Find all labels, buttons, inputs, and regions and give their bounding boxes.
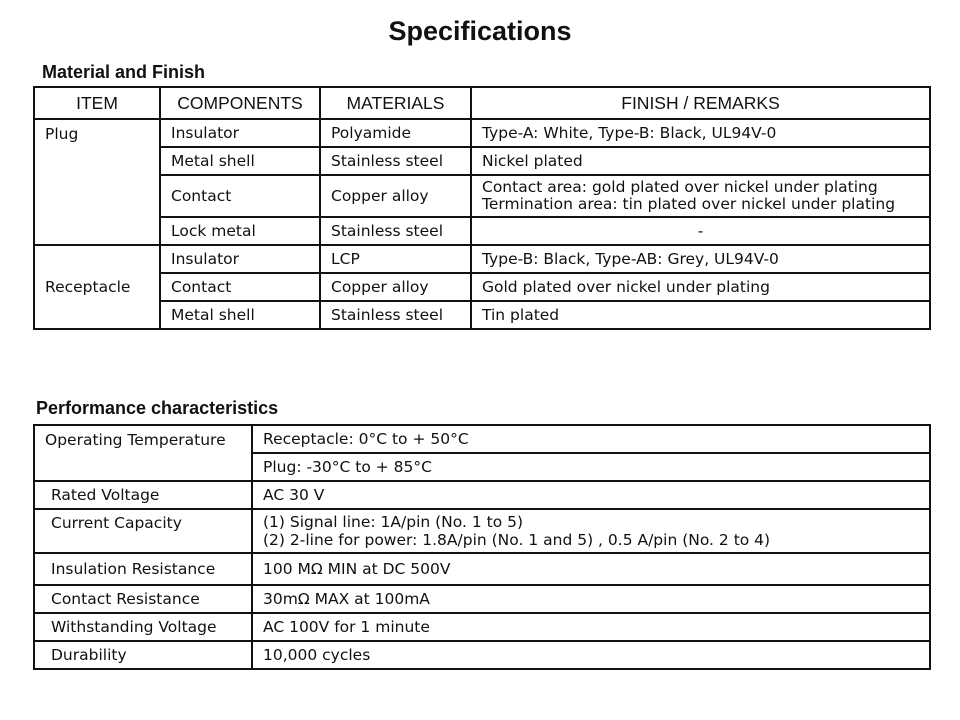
finish-cell: -	[471, 217, 930, 245]
table-row	[34, 425, 930, 453]
material-cell: Copper alloy	[320, 175, 471, 217]
durability-value: 10,000 cycles	[252, 641, 930, 669]
withstanding-voltage-label: Withstanding Voltage	[34, 613, 252, 641]
current-capacity-power: (2) 2-line for power: 1.8A/pin (No. 1 and 5) , 0.5 A/pin (No. 2 to 4)	[263, 531, 771, 549]
material-cell: Stainless steel	[320, 301, 471, 329]
table-row	[34, 119, 930, 147]
header-item: ITEM	[34, 87, 160, 119]
operating-temperature-receptacle: Receptacle: 0°C to + 50°C	[252, 425, 930, 453]
performance-table	[33, 424, 931, 670]
table-row	[34, 175, 930, 217]
rated-voltage-value: AC 30 V	[252, 481, 930, 509]
material-cell: Stainless steel	[320, 147, 471, 175]
item-plug: Plug	[34, 119, 160, 245]
current-capacity-value	[252, 509, 930, 553]
component-cell: Contact	[160, 175, 320, 217]
component-cell: Metal shell	[160, 301, 320, 329]
table-row	[34, 147, 930, 175]
table-row	[34, 641, 930, 669]
operating-temperature-plug: Plug: -30°C to + 85°C	[252, 453, 930, 481]
performance-heading: Performance characteristics	[36, 398, 279, 418]
item-receptacle: Receptacle	[34, 245, 160, 329]
component-cell: Metal shell	[160, 147, 320, 175]
finish-cell: Type-B: Black, Type-AB: Grey, UL94V-0	[471, 245, 930, 273]
material-finish-heading: Material and Finish	[42, 62, 206, 82]
header-finish-remarks: FINISH / REMARKS	[471, 87, 930, 119]
table-row	[34, 613, 930, 641]
insulation-resistance-value: 100 MΩ MIN at DC 500V	[252, 553, 930, 585]
current-capacity-label: Current Capacity	[34, 509, 252, 553]
table-row	[34, 509, 930, 553]
finish-contact-area: Contact area: gold plated over nickel under plating	[482, 178, 878, 196]
material-finish-table	[33, 86, 931, 330]
table-row	[34, 481, 930, 509]
table-row	[34, 301, 930, 329]
table-row	[34, 217, 930, 245]
current-capacity-signal: (1) Signal line: 1A/pin (No. 1 to 5)	[263, 513, 524, 531]
finish-cell: Type-A: White, Type-B: Black, UL94V-0	[471, 119, 930, 147]
material-cell: Stainless steel	[320, 217, 471, 245]
finish-cell: Nickel plated	[471, 147, 930, 175]
material-cell: LCP	[320, 245, 471, 273]
component-cell: Lock metal	[160, 217, 320, 245]
component-cell: Insulator	[160, 245, 320, 273]
operating-temperature-label: Operating Temperature	[34, 425, 252, 481]
finish-cell	[471, 175, 930, 217]
insulation-resistance-label: Insulation Resistance	[34, 553, 252, 585]
finish-cell: Tin plated	[471, 301, 930, 329]
component-cell: Contact	[160, 273, 320, 301]
material-cell: Polyamide	[320, 119, 471, 147]
table-row	[34, 273, 930, 301]
durability-label: Durability	[34, 641, 252, 669]
withstanding-voltage-value: AC 100V for 1 minute	[252, 613, 930, 641]
component-cell: Insulator	[160, 119, 320, 147]
finish-termination-area: Termination area: tin plated over nickel under plating	[482, 195, 896, 213]
contact-resistance-label: Contact Resistance	[34, 585, 252, 613]
rated-voltage-label: Rated Voltage	[34, 481, 252, 509]
contact-resistance-value: 30mΩ MAX at 100mA	[252, 585, 930, 613]
finish-cell: Gold plated over nickel under plating	[471, 273, 930, 301]
table-row	[34, 245, 930, 273]
material-cell: Copper alloy	[320, 273, 471, 301]
table-row	[34, 585, 930, 613]
table-header-row	[34, 87, 930, 119]
table-row	[34, 553, 930, 585]
header-components: COMPONENTS	[160, 87, 320, 119]
header-materials: MATERIALS	[320, 87, 471, 119]
page-title: Specifications	[388, 16, 572, 46]
